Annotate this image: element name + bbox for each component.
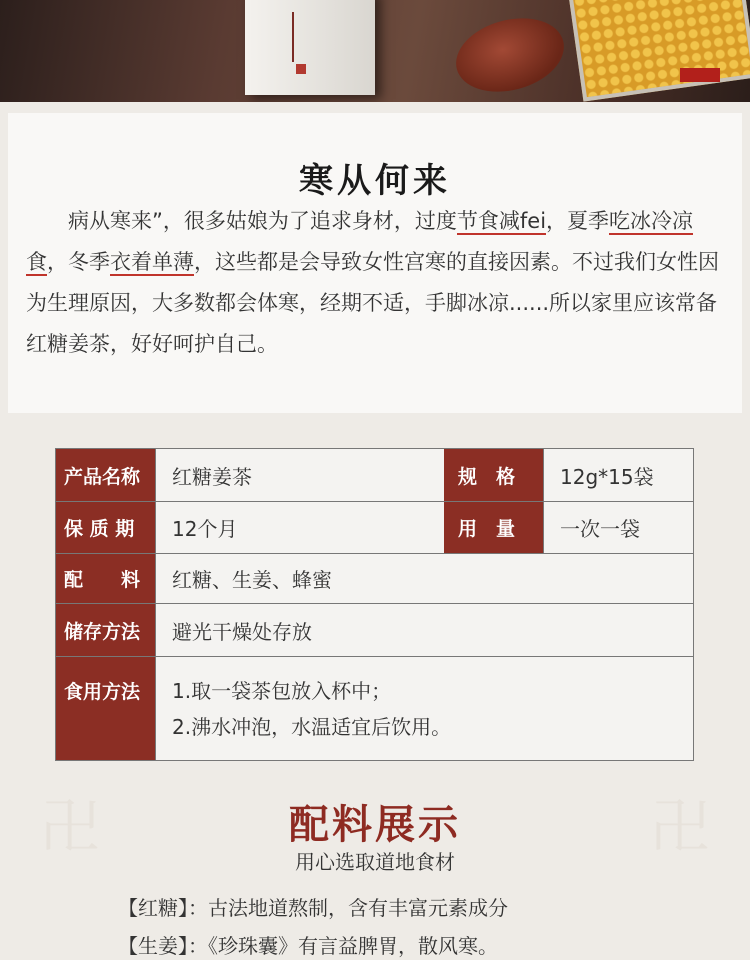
table-row — [56, 554, 693, 604]
ingredients-section-title: 配料展示 — [289, 801, 461, 848]
tea-box-image — [245, 0, 375, 95]
ingredient-item-brown-sugar: 【红糖】：古法地道熬制，含有丰富元素成分 — [118, 896, 508, 920]
label-product-name: 产品名称 — [56, 449, 156, 501]
honeycomb-image — [568, 0, 750, 102]
value-product-name: 红糖姜茶 — [172, 464, 252, 489]
label-spec: 规 格 — [444, 449, 544, 501]
label-storage: 储存方法 — [56, 604, 156, 656]
intro-title: 寒从何来 — [299, 161, 451, 201]
value-spec: 12g*15袋 — [560, 464, 654, 489]
underline-diet: 节食减fei — [456, 209, 547, 233]
value-shelf-life: 12个月 — [172, 517, 238, 541]
table-row — [56, 604, 693, 657]
intro-paragraph: 病从寒来”，很多姑娘为了追求身材，过度节食减fei，夏季吃冰冷凉食，冬季衣着单薄，这些都是会导致女性宫寒的直接因素。不过我们女性因为生理原因，大多数都会体寒，经期不适，手脚冰凉......所以家里应该常备红糖姜茶，好好呵护自己。 — [26, 209, 719, 356]
wooden-spoon-image — [448, 7, 572, 102]
product-photo-banner — [0, 0, 750, 102]
intro-card — [8, 113, 742, 413]
usage-step-1: 1.取一袋茶包放入杯中； — [172, 679, 392, 703]
value-usage — [157, 657, 693, 760]
table-row — [56, 657, 693, 760]
value-ingredients: 红糖、生姜、蜂蜜 — [172, 568, 332, 592]
product-spec-table — [55, 448, 694, 761]
underline-cold-food: 吃冰冷凉食 — [26, 209, 694, 274]
label-dosage: 用 量 — [444, 502, 544, 553]
ingredients-section-subtitle: 用心选取道地食材 — [295, 850, 455, 874]
label-shelf-life: 保 质 期 — [56, 502, 156, 553]
value-storage: 避光干燥处存放 — [172, 619, 312, 644]
decorative-pattern: 卍 — [40, 793, 100, 863]
label-usage: 食用方法 — [56, 657, 156, 760]
value-dosage: 一次一袋 — [560, 517, 640, 541]
usage-step-2: 2.沸水冲泡，水温适宜后饮用。 — [172, 715, 452, 739]
ingredient-item-ginger: 【生姜】：《珍珠囊》有言益脾胃，散风寒。 — [118, 934, 498, 958]
label-ingredients: 配 料 — [56, 554, 156, 603]
decorative-pattern: 卍 — [650, 793, 710, 863]
underline-thin-clothes: 衣着单薄 — [110, 250, 194, 274]
table-row — [56, 502, 693, 554]
table-row — [56, 449, 693, 502]
